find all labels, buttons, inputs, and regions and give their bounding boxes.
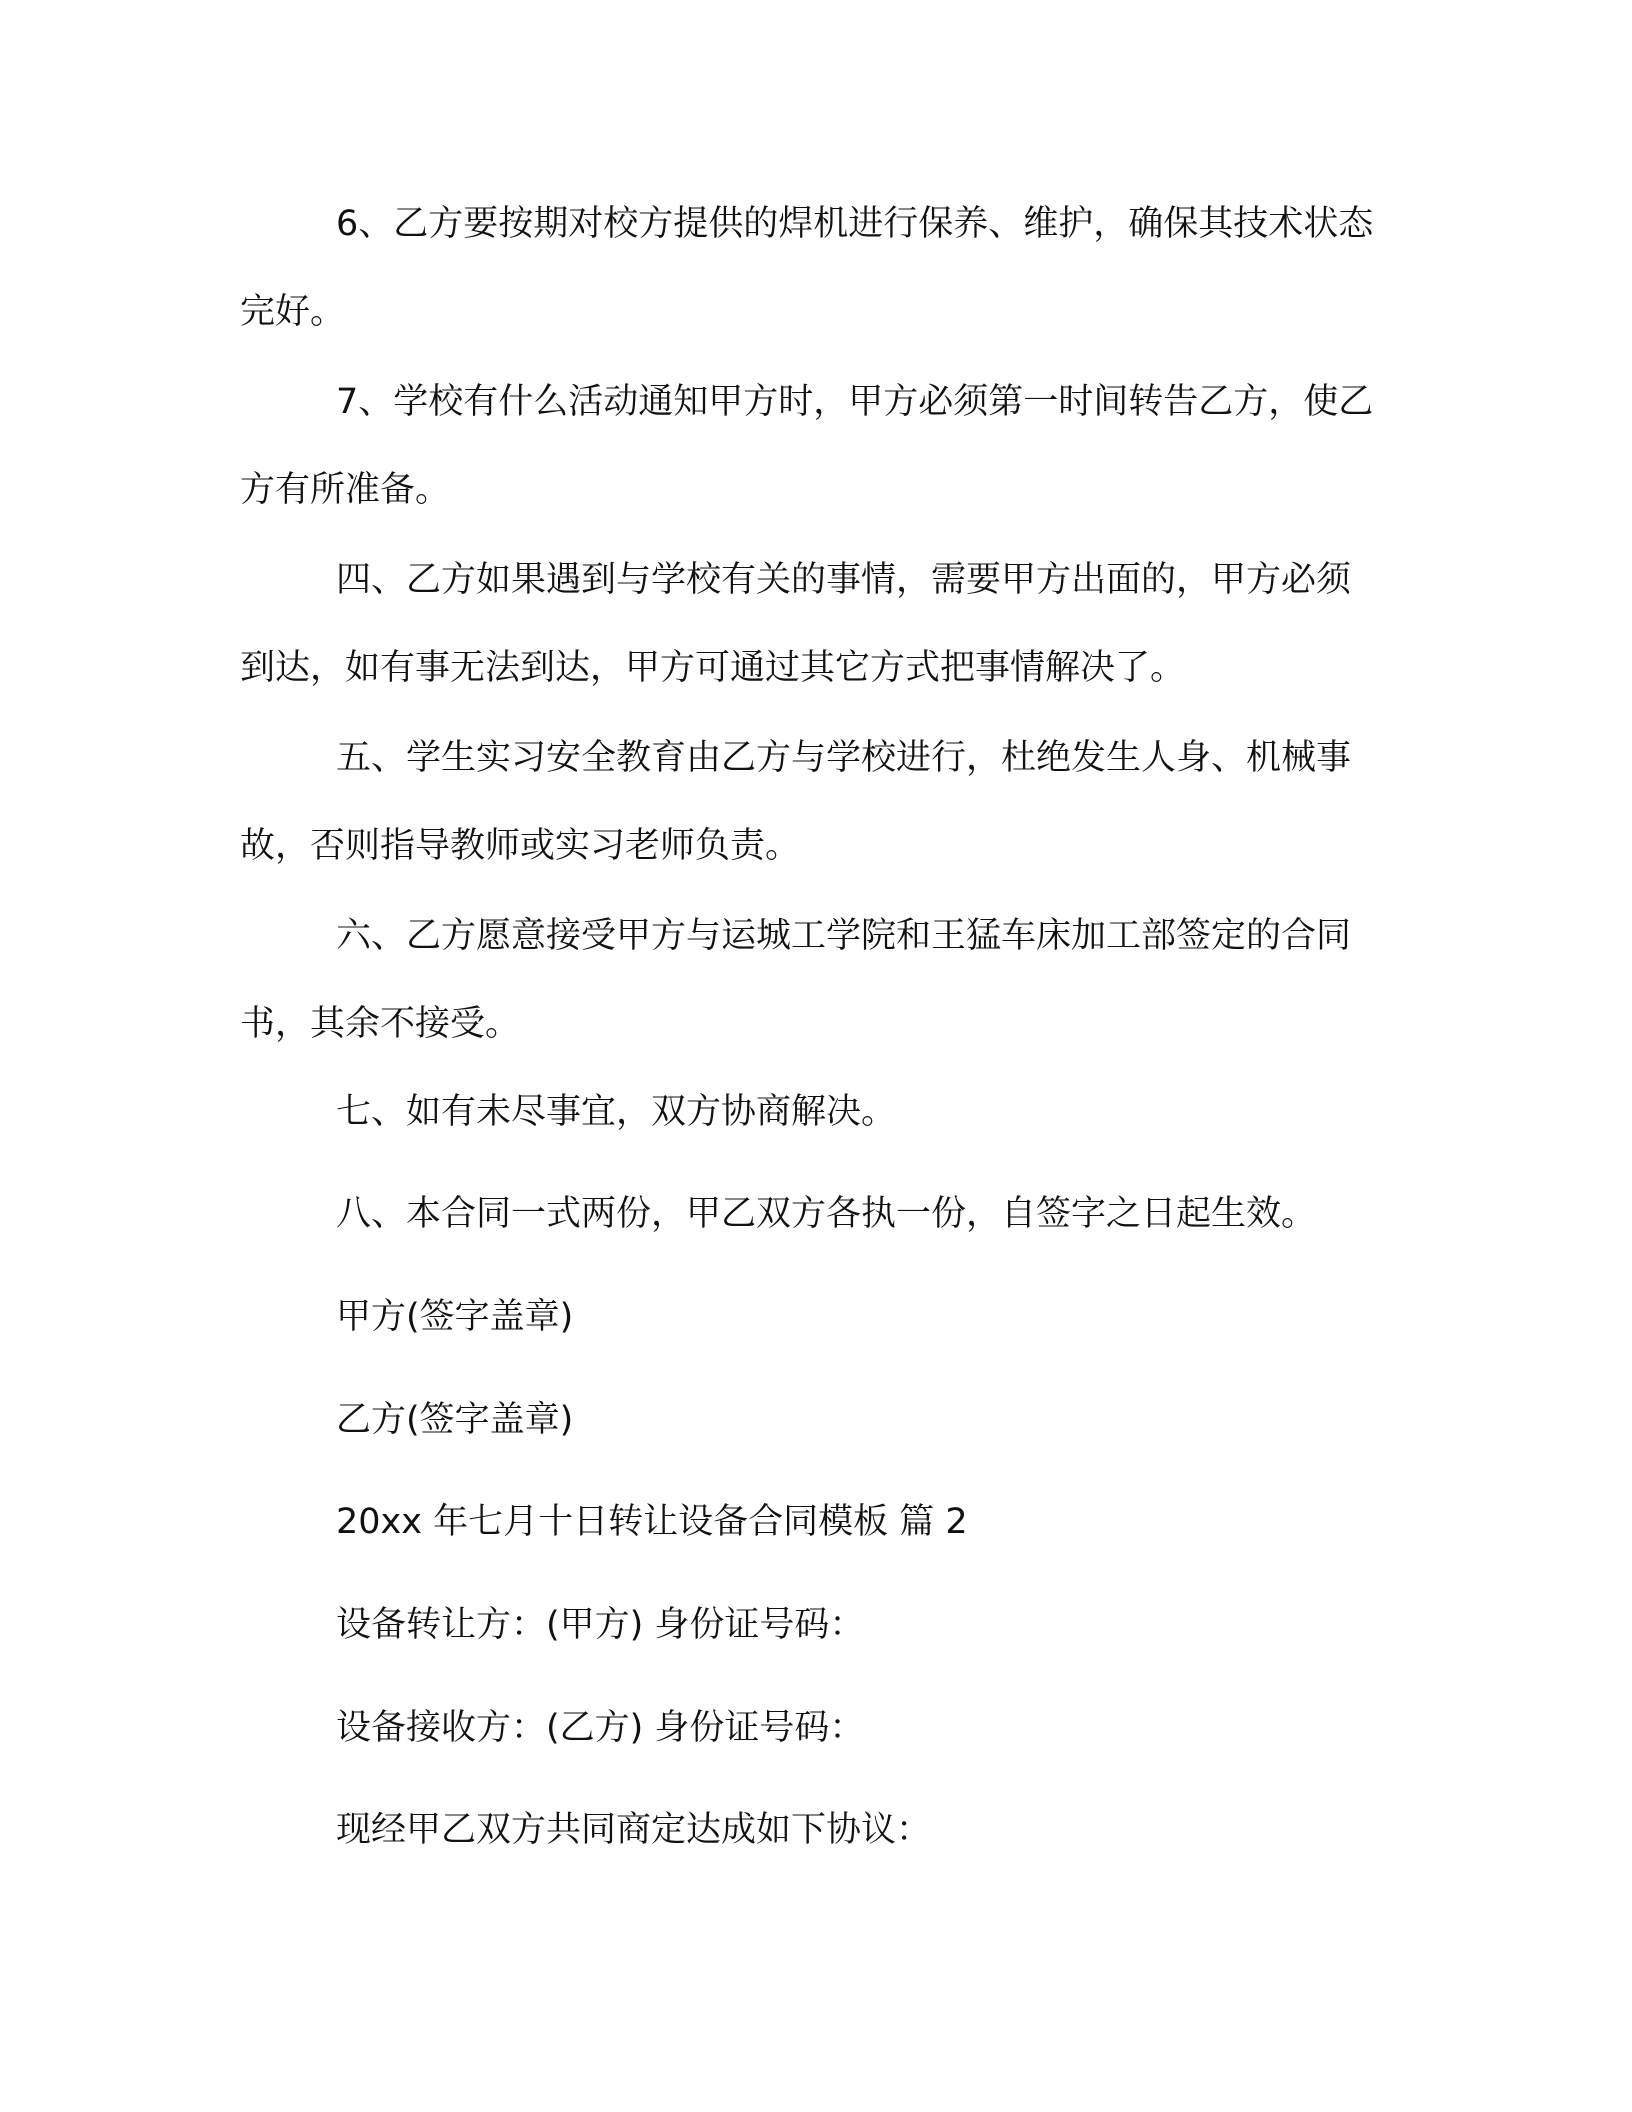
agreement-intro: 现经甲乙双方共同商定达成如下协议：: [336, 1810, 932, 1850]
receiver-line: 设备接收方：(乙方) 身份证号码：: [336, 1708, 865, 1748]
transferor-line: 设备转让方：(甲方) 身份证号码：: [336, 1605, 865, 1645]
clause-seven: 七、如有未尽事宜，双方协商解决。: [336, 1092, 897, 1132]
clause-eight: 八、本合同一式两份，甲乙双方各执一份，自签字之日起生效。: [336, 1194, 1317, 1234]
template-heading: 20xx 年七月十日转让设备合同模板 篇 2: [336, 1502, 968, 1542]
clause-6-maintenance: 6、乙方要按期对校方提供的焊机进行保养、维护，确保其技术状态完好。: [240, 204, 1374, 332]
party-a-signature: 甲方(签字盖章): [336, 1297, 574, 1337]
clause-six-contract: 六、乙方愿意接受甲方与运城工学院和王猛车床加工部签定的合同书，其余不接受。: [240, 916, 1352, 1044]
clause-five-safety: 五、学生实习安全教育由乙方与学校进行，杜绝发生人身、机械事故，否则指导教师或实习老师负责。: [240, 738, 1352, 866]
clause-four-school-matters: 四、乙方如果遇到与学校有关的事情，需要甲方出面的，甲方必须到达，如有事无法到达，甲方可通过其它方式把事情解决了。: [240, 560, 1352, 688]
clause-7-notification: 7、学校有什么活动通知甲方时，甲方必须第一时间转告乙方，使乙方有所准备。: [240, 382, 1374, 510]
party-b-signature: 乙方(签字盖章): [336, 1400, 574, 1440]
